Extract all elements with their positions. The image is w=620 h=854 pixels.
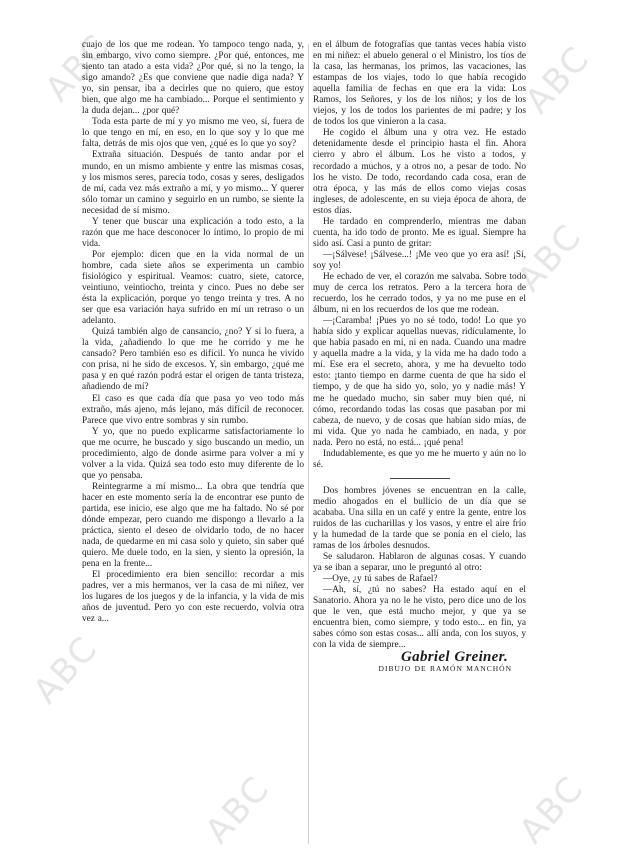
watermark: ABC: [197, 768, 279, 852]
paragraph: El caso es que cada día que pasa yo veo todo más extraño, más ajeno, más lejano, más difícil de reconocer. Parece que vivo entre sombras y sin rumbo.: [82, 393, 304, 426]
paragraph: —Ah, sí, ¿tú no sabes? Ha estado aquí en el Sanatorio. Ahora ya no le he visto, pero dice uno de los que le ven, que está mucho mejor, y que ya se encuentra bien, como siempre, y todo esto... en fin, ya sabes cómo son estas cosas... allí anda, con los suyos, y con la vida de siempre...: [313, 585, 526, 651]
paragraph: Toda esta parte de mí y yo mismo me veo, sí, fuera de lo que tengo en mí, en eso, en lo que soy y lo que me falta, detrás de mis ojos que ven, ¿qué es lo que yo soy?: [82, 117, 304, 150]
watermark: ABC: [511, 768, 593, 852]
paragraph: en el álbum de fotografías que tantas veces había visto en mi niñez: el abuelo general o el Ministro, los tíos de la casa, las hermanas, los primos, las vacaciones, las estampas de los viajes, todo lo que había recogido aquella familia de fechas en que era la vida: Los Ramos, los Señores, y los de los niños; y los de los viejos, y los de todos los parientes de mi padre; y los de todos los que vinieron a la casa.: [313, 40, 526, 128]
watermark: ABC: [37, 26, 119, 110]
paragraph: Y yo, que no puedo explicarme satisfactoriamente lo que me ocurre, he buscado y sigo buscando un medio, un procedimiento, algo de donde asirme para volver a mí y volver a la vida. Quizá sea todo esto muy diferente de lo que yo pensaba.: [82, 426, 304, 481]
paragraph: Quizá también algo de cansancio, ¿no? Y si lo fuera, a la vida, ¿añadiendo lo que me he corrido y me he cansado? Pero también eso es difícil. Yo nunca he vivido con prisa, ni he sido de excesos. Y, sin embargo, ¿qué me pasa y en qué razón podrá estar el origen de tanta tristeza, añadiendo de mí?: [82, 327, 304, 393]
paragraph: —¡Sálvese! ¡Sálvese...! ¡Me veo que yo era así! ¡Sí, soy yo!: [313, 249, 526, 271]
paragraph: He tardado en comprenderlo, mientras me daban cuenta, ha ido todo de pronto. Me es igual. Siempre ha sido así. Casi a punto de gritar:: [313, 216, 526, 249]
right-column: [313, 40, 526, 674]
paragraph: cuajo de los que me rodean. Yo tampoco tengo nada, y, sin embargo, vivo como siempre. ¿Por qué, entonces, me siento tan atado a esta vida? ¿Por qué, si no la tengo, la sigo amando? ¿Es que conviene que nadie diga nada? Y yo, sin pensar, iba a decirles que no quiero, que estoy bien, que algo me ha cambiado... Porque el sentimiento y la duda dejan... ¿por qué?: [82, 40, 304, 117]
paragraph: Dos hombres jóvenes se encuentran en la calle, medio ahogados en el bullicio de un día que se acababa. Una silla en un café y entre la gente, entre los ruidos de las cucharillas y los vasos, y entre el aire frío y la humedad de la tarde que se ponía en el cielo, las ramas de los árboles desnudos.: [313, 485, 526, 552]
section-rule: [390, 478, 450, 479]
paragraph: Y tener que buscar una explicación a todo esto, a la razón que me hace desconocer lo íntimo, lo propio de mi vida.: [82, 216, 304, 249]
paragraph: Se saludaron. Hablaron de algunas cosas. Y cuando ya se iban a separar, uno le preguntó al otro:: [313, 552, 526, 574]
paragraph: Indudablemente, es que yo me he muerto y aún no lo sé.: [313, 448, 526, 470]
paragraph: Por ejemplo: dicen que en la vida normal de un hombre, cada siete años se experimenta un cambio fisiológico y espiritual. Veamos: cuatro, siete, catorce, veintiuno, veintiocho, treinta y cinco. Pues no debe ser ésta la explicación, porque yo tengo treinta y tres. A no ser que esa variación haya sufrido en mí un retraso o un adelanto.: [82, 249, 304, 327]
paragraph: —¡Caramba! ¡Pues yo no sé todo, todo! Lo que yo había sido y explicar aquellas nuevas, ridículamente, lo que había pasado en mí, ni en nada. Cuando una madre y aquella madre a la vida, y la vida me ha dado todo a mí. Ese era el secreto, ahora, y me ha devuelto todo esto: ¡tanto tiempo en darme cuenta de que ha sido el tiempo, y de que ha sido yo, solo, yo y nadie más! Y me he quedado mucho, sin saber muy bien qué, ni cómo, recordando todas las cosas que pasaban por mi cabeza, de nuevo, y de cosas que habían sido mías, de mi vida. Que yo nada he cambiado, en nada, y por nada. Pero no está, no está... ¡qué pena!: [313, 316, 526, 448]
paragraph: Reintegrarme a mí mismo... La obra que tendría que hacer en este momento sería la de encontrar ese punto de partida, ese inicio, ese algo que me ha faltado. No sé por dónde empezar, pero cuando me dispongo a llevarlo a la práctica, siento el deseo de olvidarlo todo, de no hacer nada, de quedarme en mi casa solo y quieto, sin saber qué quiero. Me duele todo, en la sien, y siento la opresión, la pena en la frente...: [82, 481, 304, 570]
paragraph: He cogido el álbum una y otra vez. He estado detenidamente desde el principio hasta el fin. Ahora cierro y abro el álbum. Los he visto a todos, y recordado a muchos, y a otros no, a pesar de todo. No los he visto. De todo, recordando cada cosa, eran de otra época, y las más de ellos como viejas cosas ingleses, de adolescente, en su vieja época de ahora, de estos días.: [313, 128, 526, 216]
paragraph: —Oye, ¿y tú sabes de Rafael?: [323, 574, 438, 585]
watermark: ABC: [25, 628, 107, 712]
illustration-credit: DIBUJO DE RAMÓN MANCHÓN: [378, 663, 512, 673]
watermark: ABC: [517, 38, 599, 122]
paragraph: El procedimiento era bien sencillo: recordar a mis padres, ver a mis hermanos, ver la casa de mi niñez, ver los lugares de los juegos y de la infancia, y la vida de mis años de juventud. Pero yo con este recuerdo, volvía otra vez a...: [82, 570, 304, 625]
paragraph: He echado de ver, el corazón me salvaba. Sobre todo muy de cerca los retratos. Pero a la tercera hora de recuerdo, los he cerrado todos, y ya no me puse en el álbum, ni en los recuerdos de los que me rodean.: [313, 271, 526, 316]
paragraph: Extraña situación. Después de tanto andar por el mundo, en un mismo ambiente y entre las mismas cosas, y los mismos seres, parecía todo, cosas y seres, desligados de mí, cada vez más extraño a mí, y yo mismo... Y querer sólo tomar un camino y seguirlo en un rumbo, se siente la necesidad de sí mismo.: [82, 150, 304, 216]
watermark: ABC: [509, 216, 591, 300]
left-column: [82, 40, 304, 625]
column-divider: [308, 44, 309, 844]
author-signature: Gabriel Greiner.: [401, 648, 508, 665]
